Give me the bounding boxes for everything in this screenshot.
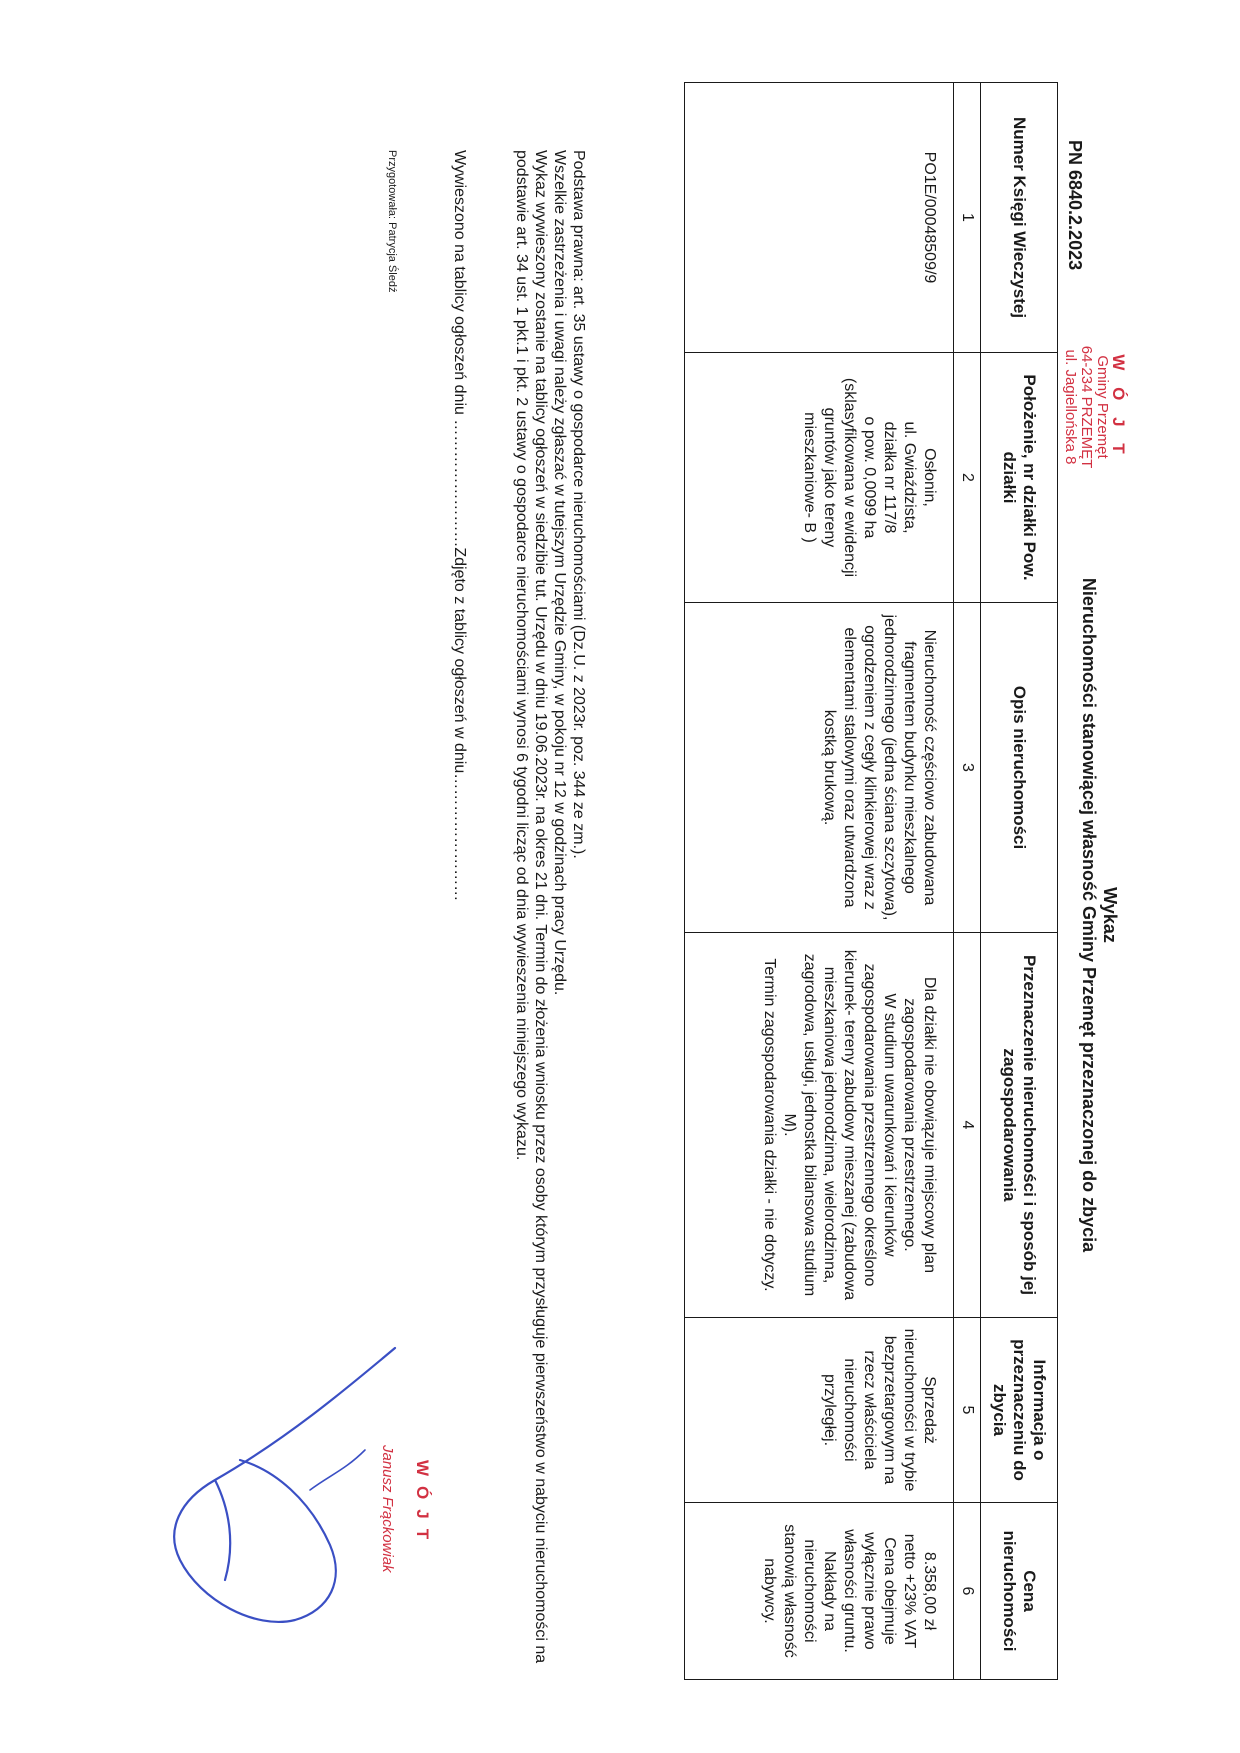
land-register-number: PO1E/00048509/9: [685, 83, 954, 353]
price-amount: 8.358,00 zł: [921, 1551, 938, 1631]
column-number: 1: [954, 83, 981, 353]
property-description: Nieruchomość częściowo zabudowana fragmentem budynku mieszkalnego jednorodzinnego (jedna ściana szczytowa), ogrodzeniem z cegły klinkierowej wraz z elementami stalowymi oraz utwardzona kostką brukową.: [685, 603, 954, 933]
purpose-paragraph: Dla działki nie obowiązuje miejscowy plan zagospodarowania przestrzennego.: [901, 976, 938, 1274]
price-costs: Nakłady na nieruchomości stanowią własność nabywcy.: [761, 1524, 838, 1658]
column-header: Cena nieruchomości: [981, 1503, 1058, 1680]
document-title: [1078, 505, 1120, 1325]
posted-date-label: Wywieszono na tablicy ogłoszeń dniu ……………………: [451, 150, 468, 548]
stamp-line: 64-234 PRZEMĘT: [1078, 345, 1095, 469]
mayor-stamp-name: Janusz Frąckowiak: [379, 1445, 396, 1573]
location-line: o pow. 0,0099 ha: [861, 416, 878, 539]
column-number: 2: [954, 353, 981, 603]
table-header-row: [981, 83, 1058, 1680]
location-cell: [685, 353, 954, 603]
removed-date-label: Zdjęto z tablicy ogłoszeń w dniu……………………: [451, 547, 468, 902]
column-header: Opis nieruchomości: [981, 603, 1058, 933]
handwritten-signature: [160, 1330, 405, 1650]
purpose-paragraph: Termin zagospodarowania działki - nie dotyczy.: [761, 958, 778, 1292]
office-stamp: [1062, 322, 1126, 492]
objections-note: Wszelkie zastrzeżenia i uwagi należy zgłaszać w tutejszym Urzędzie Gminy, w pokoju nr 12 w godzinach pracy Urzędu.: [551, 150, 568, 996]
title-line: Wykaz: [1100, 887, 1120, 943]
location-line: Osłonin,: [921, 448, 938, 507]
purpose-cell: [685, 933, 954, 1318]
sale-info: Sprzedaż nieruchomości w trybie bezprzetargowym na rzecz właściciela nieruchomości przyległej.: [685, 1318, 954, 1503]
price-note: Cena obejmuje wyłącznie prawo własności gruntu.: [841, 1529, 898, 1653]
document-reference: PN 6840.2.2023: [1065, 140, 1085, 271]
location-line: (sklasyfikowana w ewidencji gruntów jako tereny mieszkaniowe- B ): [801, 377, 858, 578]
column-number: 3: [954, 603, 981, 933]
price-vat: netto +23% VAT: [901, 1533, 918, 1649]
mayor-stamp-head: WÓJT: [413, 1460, 432, 1550]
title-line: Nieruchomości stanowiącej własność Gminy Przemęt przeznaczonej do zbycia: [1079, 577, 1099, 1253]
stamp-head: W Ó J T: [1109, 354, 1128, 460]
posting-note: Wykaz wywieszony zostanie na tablicy ogłoszeń w siedzibie tut. Urzędu w dniu 19.06.2023r. na okres 21 dni. Termin do złożenia wniosku przez osoby którym przysługuje pierwszeństwo w nabyciu nieruchomości na podstawie art. 34 ust. 1 pkt.1 i pkt. 2 ustawy o gospodarce nieruchomościami wynosi 6 tygodni licząc od dnia wywieszenia niniejszego wykazu.: [513, 150, 549, 1664]
column-header: Informacja o przeznaczeniu do zbycia: [981, 1318, 1058, 1503]
price-cell: [685, 1503, 954, 1680]
column-header: Numer Księgi Wieczystej: [981, 83, 1058, 353]
column-number: 6: [954, 1503, 981, 1680]
location-line: działka nr 117/8: [881, 421, 898, 534]
column-number-row: [954, 83, 981, 1680]
table-row: [685, 83, 954, 1680]
prepared-by: Przygotowała: Patrycja Śledź: [386, 150, 398, 293]
column-number: 4: [954, 933, 981, 1318]
property-table: [684, 82, 1058, 1680]
posting-dates: [450, 150, 468, 901]
location-line: ul. Gwiaździsta,: [901, 421, 918, 534]
purpose-paragraph: W studium uwarunkowań i kierunków zagospodarowania przestrzennego określono kierunek- tereny zabudowy mieszanej (zabudowa mieszkaniowa jednorodzinna, wielorodzinna, zagrodowa, usługi, jednostka bilansowa studium M).: [781, 949, 898, 1301]
stamp-line: ul. Jagiellońska 8: [1062, 349, 1079, 465]
column-header: Przeznaczenie nieruchomości i sposób jej zagospodarowania: [981, 933, 1058, 1318]
stamp-line: Gminy Przemęt: [1094, 355, 1111, 459]
column-number: 5: [954, 1318, 981, 1503]
legal-basis: Podstawa prawna: art. 35 ustawy o gospodarce nieruchomościami (Dz.U. z 2023r. poz. 344 ze zm.).: [570, 150, 587, 859]
legal-notes: [512, 150, 588, 1670]
column-header: Położenie, nr działki Pow. działki: [981, 353, 1058, 603]
